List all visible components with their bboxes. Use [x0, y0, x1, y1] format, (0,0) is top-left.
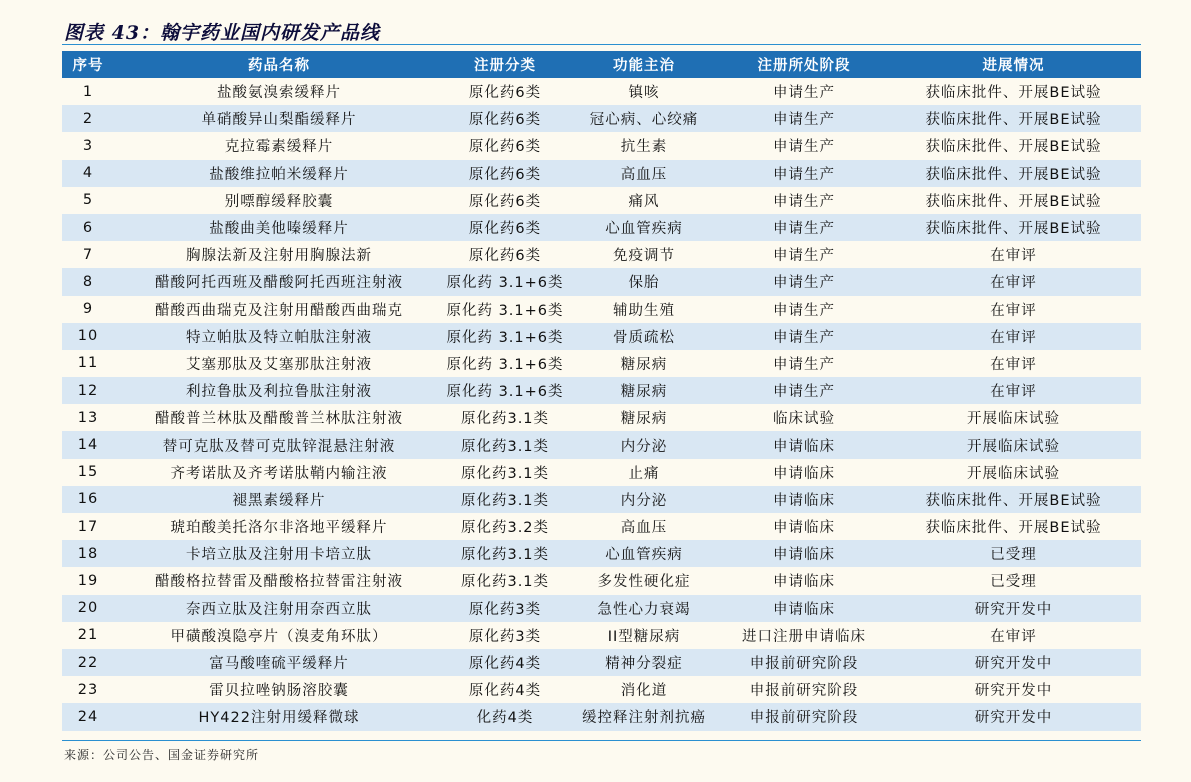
cell-registration-stage: 申报前研究阶段	[722, 649, 886, 676]
cell-registration-stage: 申请临床	[722, 540, 886, 567]
cell-registration-stage: 申报前研究阶段	[722, 676, 886, 703]
cell-indication: 痛风	[566, 187, 722, 214]
cell-registration-class: 原化药3.1类	[444, 431, 566, 458]
cell-registration-stage: 申请生产	[722, 241, 886, 268]
table-row	[62, 703, 1141, 730]
cell-index: 14	[62, 431, 114, 458]
table-row	[62, 350, 1141, 377]
pipeline-table	[62, 51, 1141, 731]
cell-drug-name: 奈西立肽及注射用奈西立肽	[114, 595, 444, 622]
cell-progress: 在审评	[886, 377, 1141, 404]
header-drug-name: 药品名称	[114, 51, 444, 78]
cell-indication: 止痛	[566, 459, 722, 486]
cell-registration-class: 原化药6类	[444, 187, 566, 214]
cell-drug-name: 甲磺酸溴隐亭片（溴麦角环肽）	[114, 622, 444, 649]
cell-progress: 在审评	[886, 323, 1141, 350]
cell-registration-stage: 申请生产	[722, 323, 886, 350]
cell-registration-class: 原化药6类	[444, 160, 566, 187]
header-registration-stage: 注册所处阶段	[722, 51, 886, 78]
cell-index: 10	[62, 323, 114, 350]
cell-registration-class: 原化药 3.1+6类	[444, 268, 566, 295]
cell-registration-class: 原化药6类	[444, 214, 566, 241]
cell-indication: 冠心病、心绞痛	[566, 105, 722, 132]
table-row	[62, 105, 1141, 132]
table-row	[62, 513, 1141, 540]
cell-progress: 研究开发中	[886, 676, 1141, 703]
cell-indication: 高血压	[566, 160, 722, 187]
table-row	[62, 160, 1141, 187]
cell-registration-class: 原化药3类	[444, 595, 566, 622]
cell-drug-name: 卡培立肽及注射用卡培立肽	[114, 540, 444, 567]
cell-indication: 急性心力衰竭	[566, 595, 722, 622]
cell-progress: 已受理	[886, 567, 1141, 594]
cell-progress: 在审评	[886, 268, 1141, 295]
cell-indication: 内分泌	[566, 486, 722, 513]
cell-registration-stage: 申请生产	[722, 214, 886, 241]
cell-index: 2	[62, 105, 114, 132]
cell-progress: 研究开发中	[886, 595, 1141, 622]
cell-indication: 镇咳	[566, 78, 722, 105]
table-row	[62, 595, 1141, 622]
cell-progress: 开展临床试验	[886, 431, 1141, 458]
cell-indication: 心血管疾病	[566, 540, 722, 567]
cell-drug-name: 盐酸维拉帕米缓释片	[114, 160, 444, 187]
cell-indication: II型糖尿病	[566, 622, 722, 649]
cell-progress: 获临床批件、开展BE试验	[886, 160, 1141, 187]
cell-index: 20	[62, 595, 114, 622]
cell-registration-stage: 进口注册申请临床	[722, 622, 886, 649]
cell-progress: 研究开发中	[886, 649, 1141, 676]
cell-registration-stage: 申请生产	[722, 160, 886, 187]
cell-progress: 在审评	[886, 296, 1141, 323]
cell-drug-name: 盐酸氨溴索缓释片	[114, 78, 444, 105]
cell-registration-stage: 申请临床	[722, 567, 886, 594]
table-row	[62, 187, 1141, 214]
cell-index: 16	[62, 486, 114, 513]
cell-drug-name: HY422注射用缓释微球	[114, 703, 444, 730]
cell-progress: 获临床批件、开展BE试验	[886, 187, 1141, 214]
cell-index: 15	[62, 459, 114, 486]
cell-drug-name: 雷贝拉唑钠肠溶胶囊	[114, 676, 444, 703]
cell-registration-class: 原化药 3.1+6类	[444, 323, 566, 350]
cell-indication: 缓控释注射剂抗癌	[566, 703, 722, 730]
cell-drug-name: 褪黑素缓释片	[114, 486, 444, 513]
header-row	[62, 51, 1141, 78]
bottom-rule	[62, 740, 1141, 741]
cell-progress: 获临床批件、开展BE试验	[886, 78, 1141, 105]
cell-index: 4	[62, 160, 114, 187]
cell-registration-stage: 申请生产	[722, 268, 886, 295]
cell-registration-class: 原化药 3.1+6类	[444, 377, 566, 404]
table-row	[62, 649, 1141, 676]
cell-drug-name: 醋酸普兰林肽及醋酸普兰林肽注射液	[114, 404, 444, 431]
cell-registration-stage: 申请生产	[722, 377, 886, 404]
cell-registration-stage: 申请临床	[722, 431, 886, 458]
cell-index: 13	[62, 404, 114, 431]
table-row	[62, 540, 1141, 567]
header-indication: 功能主治	[566, 51, 722, 78]
cell-index: 5	[62, 187, 114, 214]
cell-indication: 糖尿病	[566, 350, 722, 377]
cell-indication: 糖尿病	[566, 404, 722, 431]
cell-progress: 研究开发中	[886, 703, 1141, 730]
table-row	[62, 241, 1141, 268]
cell-index: 22	[62, 649, 114, 676]
cell-registration-class: 原化药3.1类	[444, 567, 566, 594]
cell-registration-class: 原化药3类	[444, 622, 566, 649]
cell-drug-name: 替可克肽及替可克肽锌混悬注射液	[114, 431, 444, 458]
cell-drug-name: 醋酸西曲瑞克及注射用醋酸西曲瑞克	[114, 296, 444, 323]
cell-drug-name: 醋酸阿托西班及醋酸阿托西班注射液	[114, 268, 444, 295]
cell-registration-class: 原化药6类	[444, 241, 566, 268]
cell-indication: 高血压	[566, 513, 722, 540]
cell-index: 12	[62, 377, 114, 404]
figure-title: 图表 43：翰宇药业国内研发产品线	[64, 22, 381, 44]
cell-registration-class: 化药4类	[444, 703, 566, 730]
cell-registration-class: 原化药3.1类	[444, 540, 566, 567]
cell-registration-class: 原化药6类	[444, 105, 566, 132]
header-registration-class: 注册分类	[444, 51, 566, 78]
cell-progress: 获临床批件、开展BE试验	[886, 132, 1141, 159]
cell-index: 3	[62, 132, 114, 159]
cell-index: 21	[62, 622, 114, 649]
cell-registration-class: 原化药 3.1+6类	[444, 296, 566, 323]
cell-registration-stage: 申请生产	[722, 78, 886, 105]
cell-indication: 保胎	[566, 268, 722, 295]
cell-progress: 在审评	[886, 622, 1141, 649]
cell-registration-stage: 申请临床	[722, 486, 886, 513]
table-header	[62, 51, 1141, 78]
cell-drug-name: 齐考诺肽及齐考诺肽鞘内输注液	[114, 459, 444, 486]
cell-progress: 开展临床试验	[886, 459, 1141, 486]
cell-registration-stage: 申请生产	[722, 350, 886, 377]
cell-index: 24	[62, 703, 114, 730]
table-row	[62, 676, 1141, 703]
cell-registration-stage: 临床试验	[722, 404, 886, 431]
cell-index: 23	[62, 676, 114, 703]
table-row	[62, 78, 1141, 105]
cell-progress: 获临床批件、开展BE试验	[886, 486, 1141, 513]
cell-registration-class: 原化药6类	[444, 78, 566, 105]
cell-index: 7	[62, 241, 114, 268]
table-row	[62, 268, 1141, 295]
cell-drug-name: 富马酸喹硫平缓释片	[114, 649, 444, 676]
cell-drug-name: 艾塞那肽及艾塞那肽注射液	[114, 350, 444, 377]
header-progress: 进展情况	[886, 51, 1141, 78]
table-row	[62, 214, 1141, 241]
table-row	[62, 323, 1141, 350]
cell-drug-name: 醋酸格拉替雷及醋酸格拉替雷注射液	[114, 567, 444, 594]
cell-registration-stage: 申请生产	[722, 296, 886, 323]
cell-indication: 辅助生殖	[566, 296, 722, 323]
cell-drug-name: 特立帕肽及特立帕肽注射液	[114, 323, 444, 350]
cell-registration-class: 原化药3.2类	[444, 513, 566, 540]
cell-indication: 精神分裂症	[566, 649, 722, 676]
table-row	[62, 622, 1141, 649]
cell-registration-class: 原化药3.1类	[444, 486, 566, 513]
table-row	[62, 296, 1141, 323]
cell-indication: 心血管疾病	[566, 214, 722, 241]
cell-indication: 骨质疏松	[566, 323, 722, 350]
cell-index: 8	[62, 268, 114, 295]
table-row	[62, 132, 1141, 159]
cell-progress: 已受理	[886, 540, 1141, 567]
cell-progress: 获临床批件、开展BE试验	[886, 513, 1141, 540]
cell-registration-stage: 申请临床	[722, 513, 886, 540]
table-row	[62, 431, 1141, 458]
top-rule	[62, 44, 1141, 45]
cell-drug-name: 利拉鲁肽及利拉鲁肽注射液	[114, 377, 444, 404]
cell-registration-stage: 申请生产	[722, 132, 886, 159]
cell-index: 1	[62, 78, 114, 105]
cell-indication: 免疫调节	[566, 241, 722, 268]
cell-progress: 开展临床试验	[886, 404, 1141, 431]
cell-registration-class: 原化药3.1类	[444, 404, 566, 431]
cell-index: 11	[62, 350, 114, 377]
cell-registration-stage: 申请生产	[722, 187, 886, 214]
cell-registration-stage: 申请生产	[722, 105, 886, 132]
cell-drug-name: 盐酸曲美他嗪缓释片	[114, 214, 444, 241]
cell-index: 17	[62, 513, 114, 540]
table-body	[62, 78, 1141, 731]
cell-registration-stage: 申请临床	[722, 595, 886, 622]
cell-registration-class: 原化药3.1类	[444, 459, 566, 486]
cell-indication: 糖尿病	[566, 377, 722, 404]
cell-registration-class: 原化药4类	[444, 649, 566, 676]
cell-progress: 在审评	[886, 350, 1141, 377]
table-row	[62, 377, 1141, 404]
cell-indication: 消化道	[566, 676, 722, 703]
cell-drug-name: 单硝酸异山梨酯缓释片	[114, 105, 444, 132]
cell-progress: 在审评	[886, 241, 1141, 268]
cell-index: 6	[62, 214, 114, 241]
cell-indication: 内分泌	[566, 431, 722, 458]
cell-index: 9	[62, 296, 114, 323]
cell-registration-class: 原化药6类	[444, 132, 566, 159]
cell-registration-stage: 申报前研究阶段	[722, 703, 886, 730]
cell-registration-class: 原化药 3.1+6类	[444, 350, 566, 377]
source-note: 来源：公司公告、国金证券研究所	[64, 748, 260, 762]
cell-indication: 多发性硬化症	[566, 567, 722, 594]
cell-drug-name: 胸腺法新及注射用胸腺法新	[114, 241, 444, 268]
cell-registration-stage: 申请临床	[722, 459, 886, 486]
table-row	[62, 459, 1141, 486]
cell-drug-name: 别嘌醇缓释胶囊	[114, 187, 444, 214]
cell-registration-class: 原化药4类	[444, 676, 566, 703]
table-row	[62, 404, 1141, 431]
cell-progress: 获临床批件、开展BE试验	[886, 105, 1141, 132]
cell-drug-name: 琥珀酸美托洛尔非洛地平缓释片	[114, 513, 444, 540]
cell-indication: 抗生素	[566, 132, 722, 159]
cell-progress: 获临床批件、开展BE试验	[886, 214, 1141, 241]
cell-index: 19	[62, 567, 114, 594]
header-index: 序号	[62, 51, 114, 78]
table-row	[62, 567, 1141, 594]
cell-index: 18	[62, 540, 114, 567]
cell-drug-name: 克拉霉素缓释片	[114, 132, 444, 159]
table-row	[62, 486, 1141, 513]
